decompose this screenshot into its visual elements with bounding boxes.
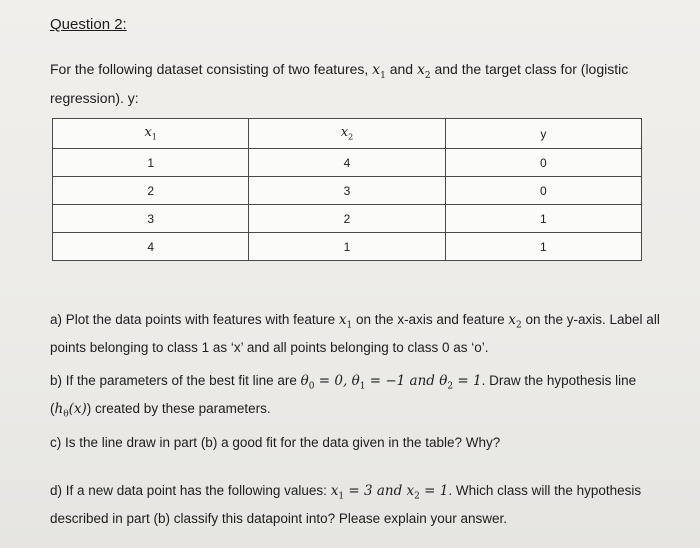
theta0-symbol: $\theta_0 = 0$, (300, 373, 352, 392)
header-x2: $x_2$ (249, 119, 445, 149)
theta1-symbol: $\theta_1 = -1$ and (351, 373, 440, 392)
table-cell: 4 (249, 149, 445, 177)
table-cell: 3 (249, 177, 445, 205)
table-row (53, 149, 642, 177)
table-cell: 1 (249, 233, 445, 261)
table-cell: 0 (445, 149, 641, 177)
intro-text-1: For the following dataset consisting of two features, (50, 61, 373, 77)
intro-text-3: and the target class for (logistic regression). y: (50, 61, 629, 106)
table-cell: 2 (249, 205, 445, 233)
x1-symbol: $x_1$ (372, 62, 386, 81)
table-cell: 0 (445, 177, 641, 205)
part-d-text: d) If a new data point has the following values: $x_1 = 3$ and $x_2 = 1$. Which class will the hypothesis described in part (b) classify this datapoint into? Please explain your answer. (50, 483, 642, 526)
table-row (53, 205, 642, 233)
part-b-text: b) If the parameters of the best fit line are $\theta_0 = 0$, $\theta_1 = -1$ and $\theta_2 = 1$. Draw the hypothesis line $(h_\theta(x))$ created by these parameters. (50, 373, 637, 420)
x2-symbol: $x_2$ (416, 62, 431, 81)
table-header-row (53, 119, 642, 149)
table-cell: 1 (445, 205, 641, 233)
x1-symbol: $x_1 = 3$ and (330, 483, 407, 502)
x1-symbol: $x_1$ (338, 312, 353, 331)
part-c-text: c) Is the line draw in part (b) a good fit for the data given in the table? Why? (50, 435, 501, 450)
intro-text-2: and (385, 61, 417, 77)
x2-symbol: $x_2$ (508, 312, 522, 331)
table-row (53, 233, 642, 261)
table-cell: 2 (53, 177, 249, 205)
table-cell: 1 (53, 149, 249, 177)
question-title: Question 2: (50, 16, 127, 33)
header-x1: $x_1$ (53, 119, 249, 149)
header-y: y (445, 119, 641, 149)
x2-symbol: $x_2 = 1$ (406, 483, 449, 502)
table-row (53, 177, 642, 205)
theta2-symbol: $\theta_2 = 1$ (439, 373, 482, 392)
part-a-text: a) Plot the data points with features with feature $x_1$ on the x-axis and feature $x_2$ on the y-axis. Label all points belonging to class 1 as ‘x’ and all points belonging to class 0 as ‘o’. (50, 312, 660, 355)
table-cell: 4 (53, 233, 249, 261)
table-cell: 1 (445, 233, 641, 261)
dataset-table (52, 118, 642, 261)
table-cell: 3 (53, 205, 249, 233)
hypothesis-symbol: $h_\theta(x)$ (54, 400, 87, 420)
intro-paragraph (50, 58, 650, 109)
